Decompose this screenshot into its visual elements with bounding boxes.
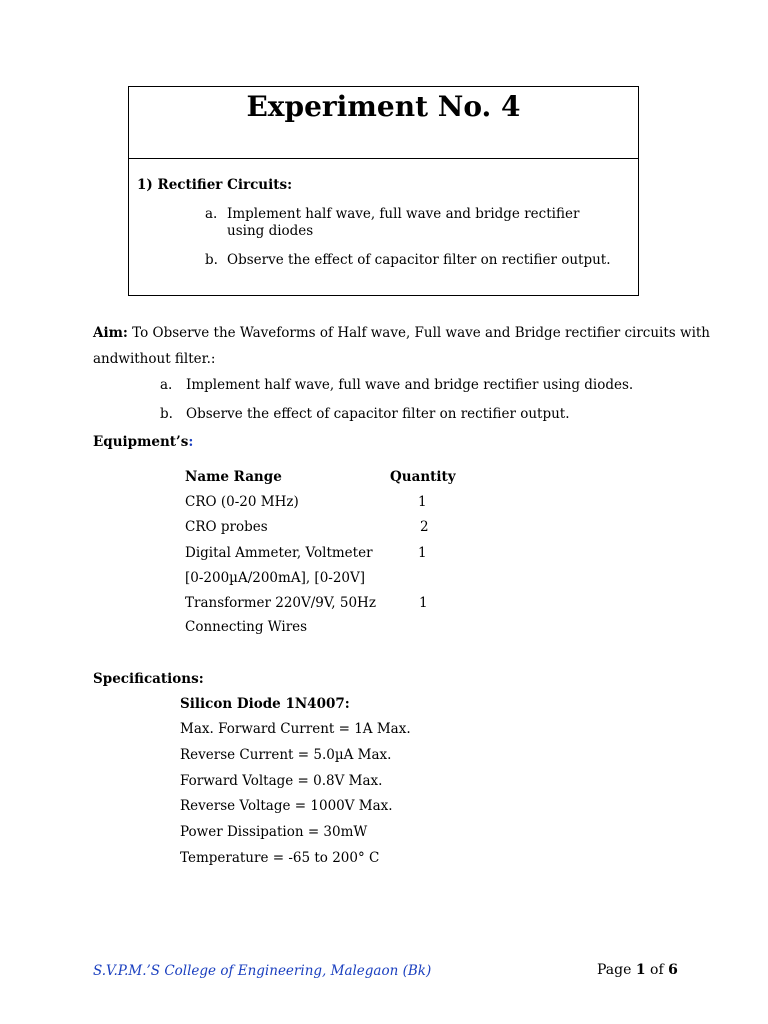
aim-text: To Observe the Waveforms of Half wave, Full wave and Bridge rectifier circuits with <box>132 325 711 341</box>
footer-page-number <box>597 962 678 978</box>
equipment-heading-text: Equipment’s <box>93 434 189 450</box>
experiment-title-box <box>128 86 639 296</box>
aim-label: Aim: <box>93 325 128 341</box>
equipment-row-qty: 1 <box>419 595 428 611</box>
equipment-heading <box>93 434 193 450</box>
spec-line: Reverse Current = 5.0µA Max. <box>180 747 392 763</box>
aim-item-text: Observe the effect of capacitor filter on rectifier output. <box>186 406 570 422</box>
equipment-row-qty: 2 <box>420 519 429 535</box>
aim-item-text: Implement half wave, full wave and bridge rectifier using diodes. <box>186 377 634 393</box>
spec-line: Power Dissipation = 30mW <box>180 824 368 840</box>
specifications-subheading: Silicon Diode 1N4007: <box>180 696 350 712</box>
equipment-row-name: [0-200µA/200mA], [0-20V] <box>185 570 366 586</box>
equipment-row-qty: 1 <box>418 545 427 561</box>
box-item-text: Observe the effect of capacitor filter on rectifier output. <box>227 252 611 268</box>
equipment-row-name: Connecting Wires <box>185 619 308 635</box>
spec-line: Temperature = -65 to 200° C <box>180 850 380 866</box>
box-item-marker: a. <box>205 206 218 222</box>
box-item-b <box>205 252 617 269</box>
box-heading: 1) Rectifier Circuits: <box>137 177 293 193</box>
equipment-row-name: CRO probes <box>185 519 268 535</box>
equipment-row-name: Digital Ammeter, Voltmeter <box>185 545 373 561</box>
box-item-marker: b. <box>205 252 218 268</box>
aim-item-a <box>160 377 633 393</box>
equipment-row-qty: 1 <box>418 494 427 510</box>
equipment-row-name: Transformer 220V/9V, 50Hz <box>185 595 376 611</box>
equipment-colon: : <box>188 434 194 450</box>
page-total: 6 <box>668 962 678 978</box>
spec-line: Max. Forward Current = 1A Max. <box>180 721 411 737</box>
of-word: of <box>650 962 664 978</box>
specifications-heading: Specifications: <box>93 671 204 687</box>
aim-item-marker: b. <box>160 406 173 422</box>
equipment-col-name: Name Range <box>185 469 282 485</box>
page-word: Page <box>597 962 632 978</box>
page-num: 1 <box>635 962 646 978</box>
equipment-col-qty: Quantity <box>390 469 456 485</box>
aim-item-b <box>160 406 570 422</box>
experiment-title: Experiment No. 4 <box>129 87 638 159</box>
aim-line-2: andwithout filter.: <box>93 351 216 367</box>
spec-line: Forward Voltage = 0.8V Max. <box>180 773 383 789</box>
aim-item-marker: a. <box>160 377 173 393</box>
footer-college: S.V.P.M.’S College of Engineering, Malegaon (Bk) <box>93 963 432 979</box>
box-item-text: Implement half wave, full wave and bridge rectifier using diodes <box>227 206 580 239</box>
spec-line: Reverse Voltage = 1000V Max. <box>180 798 393 814</box>
equipment-row-name: CRO (0-20 MHz) <box>185 494 299 510</box>
box-item-a <box>205 206 617 240</box>
aim-line-1 <box>93 325 710 341</box>
